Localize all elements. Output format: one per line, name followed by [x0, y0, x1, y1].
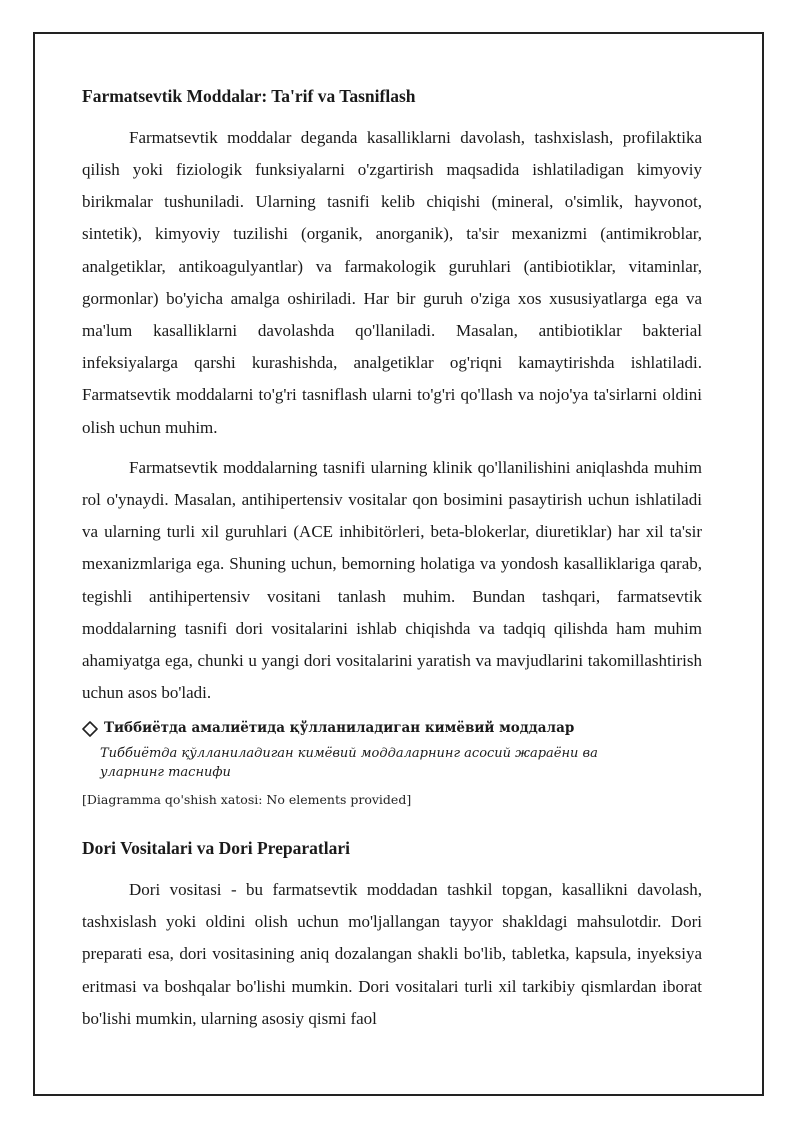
document-body — [82, 85, 702, 1043]
section-2 — [82, 837, 702, 1035]
diagram-block — [82, 719, 702, 807]
diamond-outline-icon — [82, 721, 98, 737]
diagram-error-message: [Diagramma qo'shish xatosi: No elements provided] — [82, 792, 412, 808]
paragraph: Dori vositasi - bu farmatsevtik moddadan tashkil topgan, kasallikni davolash, tashxislash yoki oldini olish uchun mo'ljallangan tayyor shakldagi mahsulotdir. Dori preparati esa, dori vositasining aniq dozalangan shakli bo'lib, tabletka, kapsula, inyeksiya eritmasi va boshqalar bo'lishi mumkin. Dori vositalari turli xil tarkibiy qismlardan iborat bo'lishi mumkin, ularning asosiy qismi faol — [82, 880, 702, 1028]
paragraph: Farmatsevtik moddalarning tasnifi ularning klinik qo'llanilishini aniqlashda muhim rol o'ynaydi. Masalan, antihipertensiv vositalar qon bosimini pasaytirish uchun ishlatiladi va ularning turli xil guruhlari (ACE inhibitörleri, beta-blokerlar, diuretiklar) har xil ta'sir mexanizmlariga ega. Shuning uchun, bemorning holatiga va yondosh kasalliklariga qarab, tegishli antihipertensiv vositani tanlash muhim. Bundan tashqari, farmatsevtik moddalarning tasnifi dori vositalarini ishlab chiqishda va tadqiq qilishda ham muhim ahamiyatga ega, chunki u yangi dori vositalarini yaratish va mavjudlarini takomillashtirish uchun asos bo'ladi. — [82, 457, 702, 703]
diagram-subtitle: Тиббиётда қўлланиладиган кимёвий моддаларнинг асосий жараёни ва уларнинг таснифи — [100, 746, 598, 781]
section-heading: Dori Vositalari va Dori Preparatlari — [82, 838, 350, 859]
diagram-title-row — [82, 719, 702, 738]
paragraph: Farmatsevtik moddalar deganda kasalliklarni davolash, tashxislash, profilaktika qilish yoki fiziologik funksiyalarni o'zgartirish maqsadida ishlatiladigan kimyoviy birikmalar tushuniladi. Ularning tasnifi kelib chiqishi (mineral, o'simlik, hayvonot, sintetik), kimyoviy tuzilishi (organik, anorganik), ta'sir mexanizmi (antimikroblar, analgetiklar, antikoagulyantlar) va farmakologik guruhlari (antibiotiklar, vitaminlar, gormonlar) bo'yicha amalga oshiriladi. Har bir guruh o'ziga xos xususiyatlarga ega va ma'lum kasalliklarni davolashda qo'llaniladi. Masalan, antibiotiklar bakterial infeksiyalarga qarshi kurashishda, analgetiklar og'riqni kamaytirishda ishlatiladi. Farmatsevtik moddalarni to'g'ri tasniflash ularni to'g'ri qo'llash va nojo'ya ta'sirlarni oldini olish uchun muhim. — [82, 127, 702, 437]
diagram-title: Тиббиётда амалиётида қўлланиладиган кимёвий моддалар — [104, 720, 575, 737]
section-heading: Farmatsevtik Moddalar: Ta'rif va Tasniflash — [82, 86, 416, 106]
